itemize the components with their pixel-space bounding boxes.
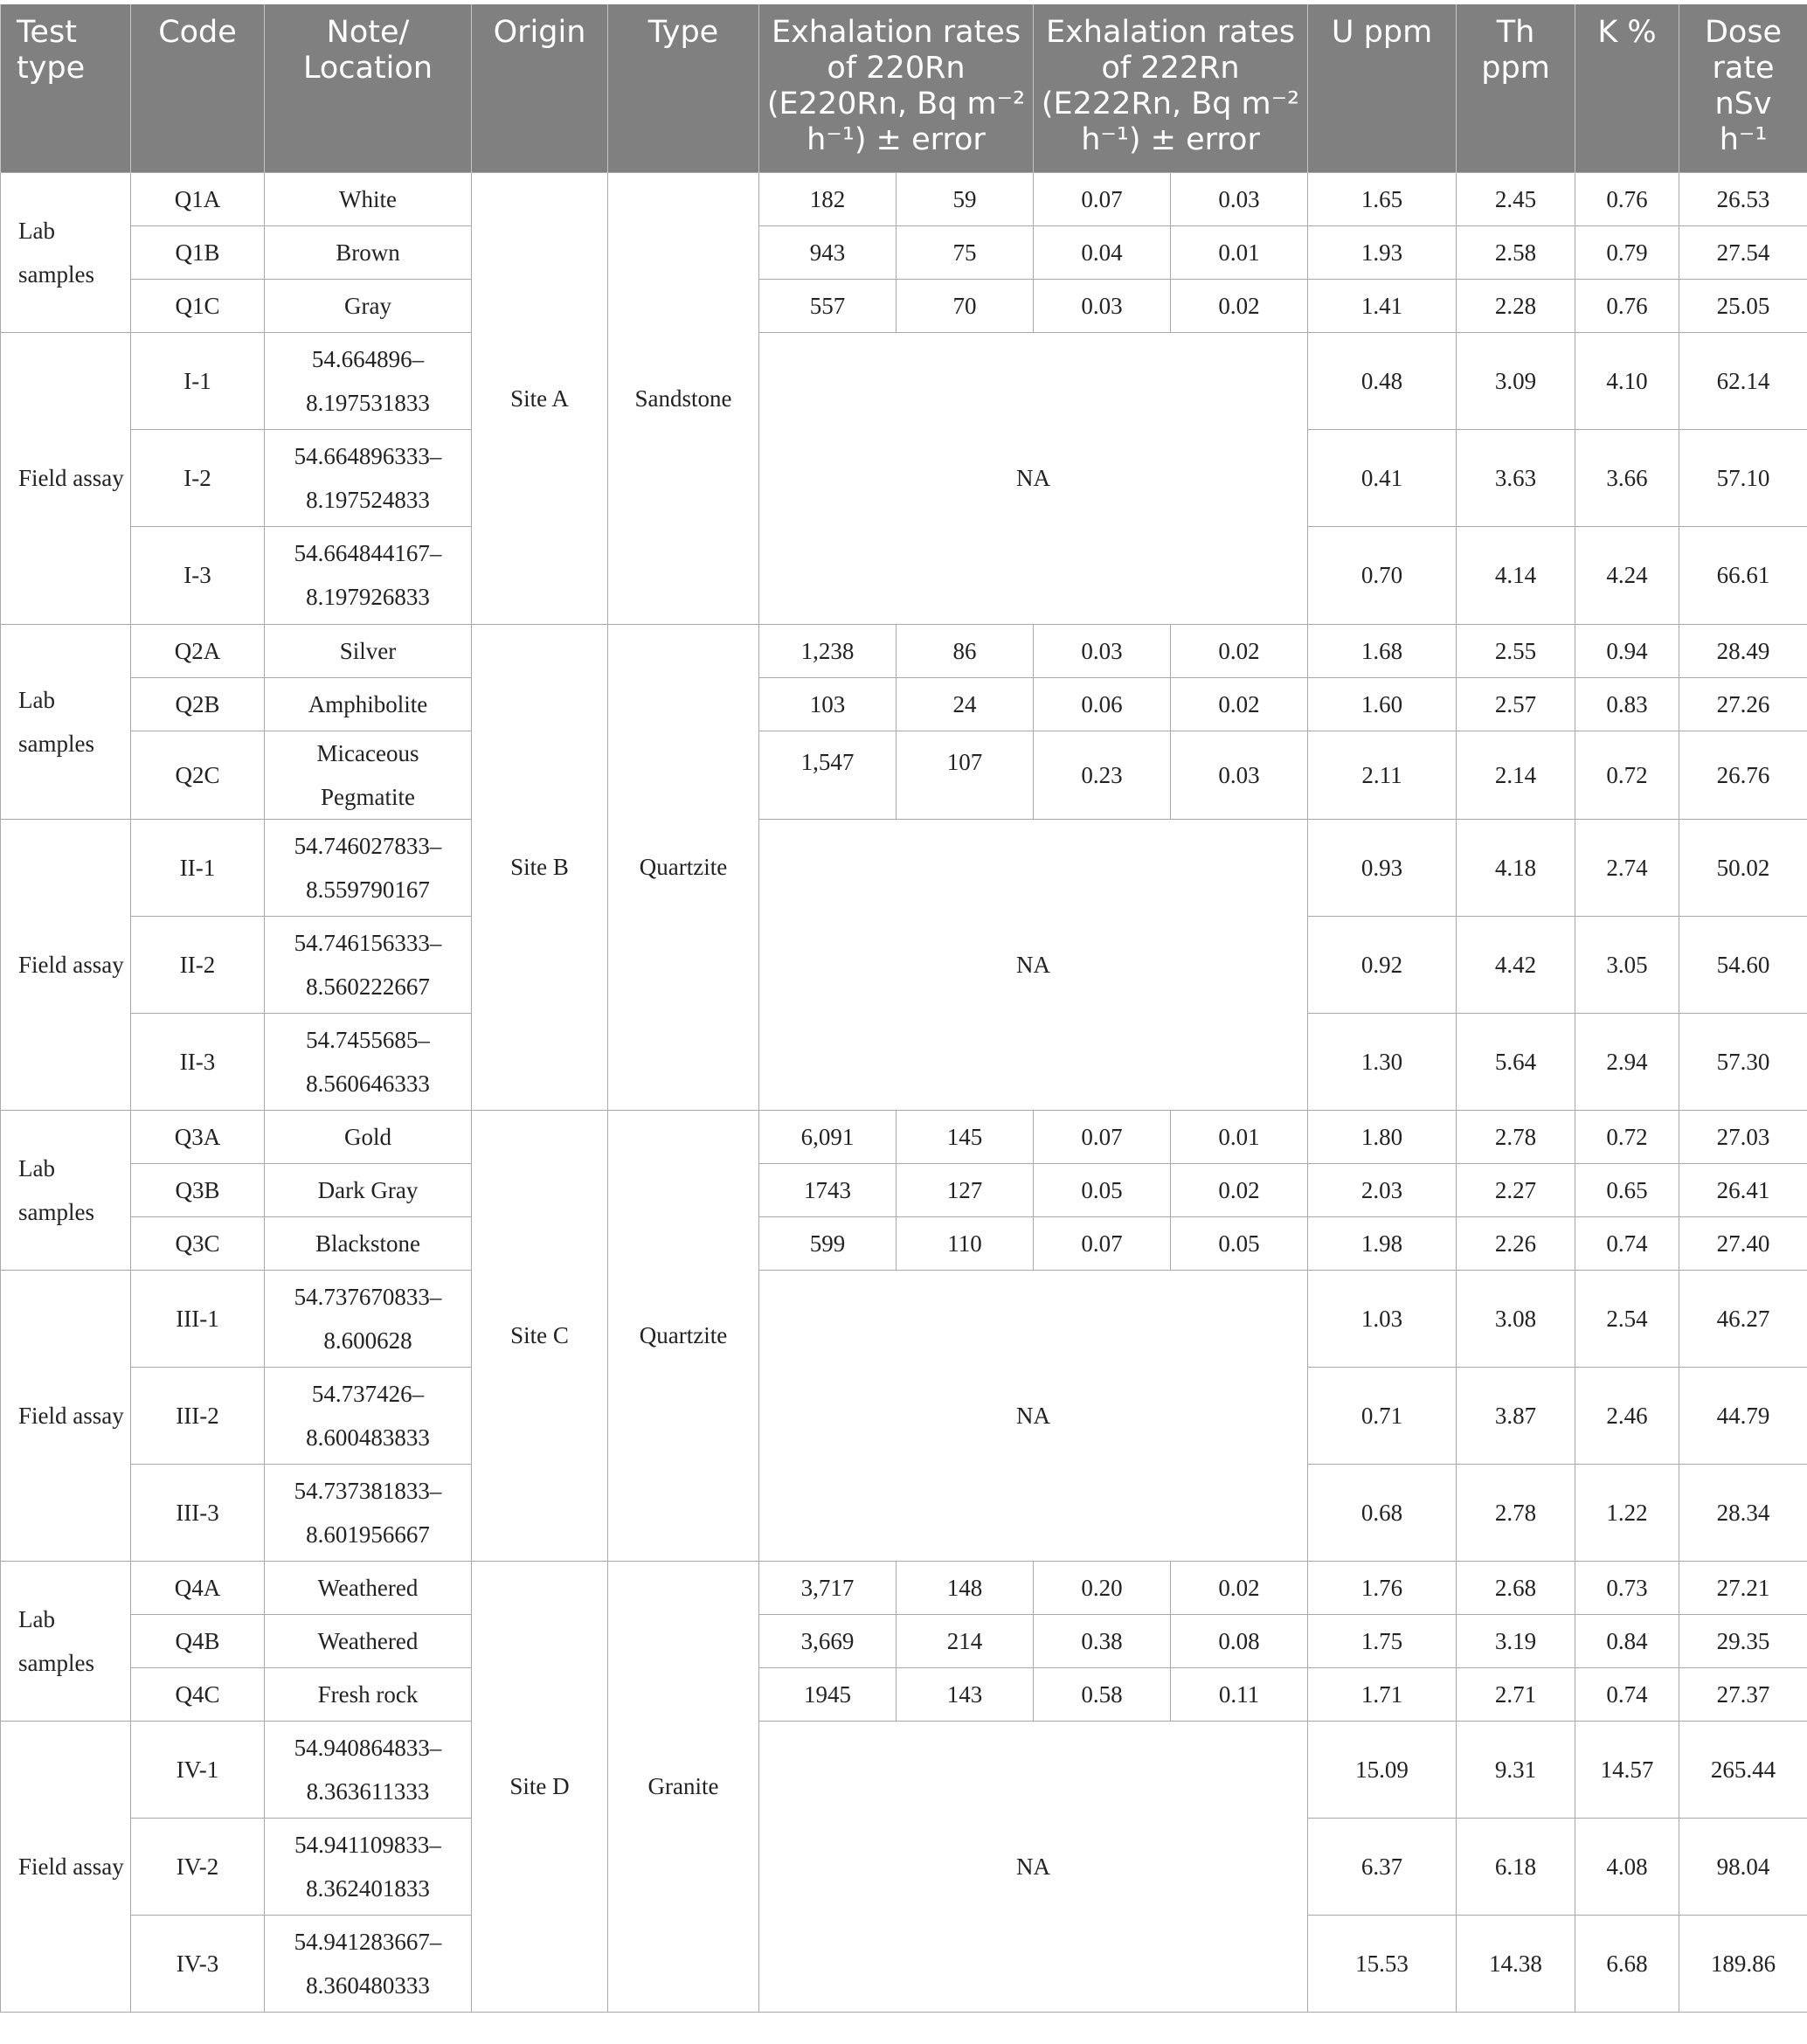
dose-rate-cell: 265.44 <box>1679 1721 1807 1818</box>
e222-error-cell: 0.03 <box>1171 731 1308 819</box>
code-cell: III-1 <box>131 1270 265 1367</box>
dose-rate-cell: 29.35 <box>1679 1614 1807 1667</box>
e222-value-cell: 0.07 <box>1034 1216 1171 1270</box>
e220-value-cell: 557 <box>759 279 897 332</box>
location-cell: 54.737670833– 8.600628 <box>265 1270 472 1367</box>
dose-rate-cell: 66.61 <box>1679 526 1807 624</box>
code-cell: Q1A <box>131 172 265 225</box>
th-ppm-cell: 2.27 <box>1457 1163 1575 1216</box>
dose-rate-cell: 98.04 <box>1679 1818 1807 1915</box>
location-cell: 54.664896333– 8.197524833 <box>265 429 472 526</box>
e222-value-cell: 0.06 <box>1034 677 1171 731</box>
e222-value-cell: 0.04 <box>1034 225 1171 279</box>
u-ppm-cell: 1.60 <box>1308 677 1457 731</box>
location-cell: 54.737426– 8.600483833 <box>265 1367 472 1464</box>
e222-value-cell: 0.38 <box>1034 1614 1171 1667</box>
table-row <box>1 1667 1807 1721</box>
th-ppm-cell: 2.58 <box>1457 225 1575 279</box>
test-type-cell: Field assay <box>1 332 131 624</box>
th-ppm-cell: 3.63 <box>1457 429 1575 526</box>
e220-value-cell: 3,669 <box>759 1614 897 1667</box>
code-cell: II-3 <box>131 1013 265 1110</box>
code-cell: Q4C <box>131 1667 265 1721</box>
e222-value-cell: 0.07 <box>1034 172 1171 225</box>
th-ppm-cell: 3.09 <box>1457 332 1575 429</box>
e220-value-cell: 1743 <box>759 1163 897 1216</box>
code-cell: IV-3 <box>131 1915 265 2012</box>
dose-rate-cell: 27.40 <box>1679 1216 1807 1270</box>
u-ppm-cell: 1.80 <box>1308 1110 1457 1163</box>
e220-value-cell: 3,717 <box>759 1561 897 1614</box>
e220-error-cell: 107 <box>897 731 1034 819</box>
code-cell: III-3 <box>131 1464 265 1561</box>
header-e222rn: Exhalation rates of 222Rn (E222Rn, Bq m⁻² h⁻¹) ± error <box>1034 4 1308 172</box>
note-cell: Silver <box>265 624 472 677</box>
k-percent-cell: 0.94 <box>1575 624 1679 677</box>
dose-rate-cell: 26.41 <box>1679 1163 1807 1216</box>
e222-value-cell: 0.07 <box>1034 1110 1171 1163</box>
dose-rate-cell: 27.54 <box>1679 225 1807 279</box>
th-ppm-cell: 4.14 <box>1457 526 1575 624</box>
dose-rate-cell: 28.49 <box>1679 624 1807 677</box>
header-origin: Origin <box>472 4 608 172</box>
origin-cell: Site C <box>472 1110 608 1561</box>
e222-error-cell: 0.02 <box>1171 624 1308 677</box>
e220-error-cell: 59 <box>897 172 1034 225</box>
th-ppm-cell: 2.57 <box>1457 677 1575 731</box>
e220-error-cell: 127 <box>897 1163 1034 1216</box>
origin-cell: Site D <box>472 1561 608 2012</box>
u-ppm-cell: 1.65 <box>1308 172 1457 225</box>
e222-error-cell: 0.03 <box>1171 172 1308 225</box>
u-ppm-cell: 2.03 <box>1308 1163 1457 1216</box>
test-type-cell: Lab samples <box>1 1561 131 1721</box>
u-ppm-cell: 1.98 <box>1308 1216 1457 1270</box>
code-cell: Q2A <box>131 624 265 677</box>
location-cell: 54.941283667– 8.360480333 <box>265 1915 472 2012</box>
k-percent-cell: 14.57 <box>1575 1721 1679 1818</box>
u-ppm-cell: 0.93 <box>1308 819 1457 916</box>
note-cell: Weathered <box>265 1561 472 1614</box>
e222-error-cell: 0.01 <box>1171 1110 1308 1163</box>
table-row <box>1 1270 1807 1367</box>
code-cell: III-2 <box>131 1367 265 1464</box>
table-row <box>1 677 1807 731</box>
u-ppm-cell: 15.53 <box>1308 1915 1457 2012</box>
u-ppm-cell: 0.70 <box>1308 526 1457 624</box>
e222-error-cell: 0.02 <box>1171 677 1308 731</box>
e222-error-cell: 0.02 <box>1171 1163 1308 1216</box>
th-ppm-cell: 14.38 <box>1457 1915 1575 2012</box>
note-cell: White <box>265 172 472 225</box>
dose-rate-cell: 189.86 <box>1679 1915 1807 2012</box>
th-ppm-cell: 2.55 <box>1457 624 1575 677</box>
header-th-ppm: Th ppm <box>1457 4 1575 172</box>
u-ppm-cell: 2.11 <box>1308 731 1457 819</box>
k-percent-cell: 0.76 <box>1575 279 1679 332</box>
location-cell: 54.746156333– 8.560222667 <box>265 916 472 1013</box>
note-cell: Gray <box>265 279 472 332</box>
note-cell: Weathered <box>265 1614 472 1667</box>
table-row <box>1 731 1807 819</box>
dose-rate-cell: 57.10 <box>1679 429 1807 526</box>
dose-rate-cell: 26.76 <box>1679 731 1807 819</box>
table-row <box>1 1216 1807 1270</box>
k-percent-cell: 2.46 <box>1575 1367 1679 1464</box>
type-cell: Sandstone <box>608 172 759 624</box>
e220-error-cell: 86 <box>897 624 1034 677</box>
th-ppm-cell: 2.14 <box>1457 731 1575 819</box>
u-ppm-cell: 0.68 <box>1308 1464 1457 1561</box>
e222-error-cell: 0.02 <box>1171 1561 1308 1614</box>
k-percent-cell: 0.65 <box>1575 1163 1679 1216</box>
dose-rate-cell: 46.27 <box>1679 1270 1807 1367</box>
code-cell: Q2C <box>131 731 265 819</box>
k-percent-cell: 0.79 <box>1575 225 1679 279</box>
table-row <box>1 1614 1807 1667</box>
u-ppm-cell: 1.03 <box>1308 1270 1457 1367</box>
test-type-cell: Field assay <box>1 819 131 1110</box>
u-ppm-cell: 1.76 <box>1308 1561 1457 1614</box>
e220-error-cell: 214 <box>897 1614 1034 1667</box>
dose-rate-cell: 44.79 <box>1679 1367 1807 1464</box>
k-percent-cell: 0.72 <box>1575 1110 1679 1163</box>
e220-error-cell: 148 <box>897 1561 1034 1614</box>
th-ppm-cell: 2.26 <box>1457 1216 1575 1270</box>
location-cell: 54.664844167– 8.197926833 <box>265 526 472 624</box>
dose-rate-cell: 27.37 <box>1679 1667 1807 1721</box>
k-percent-cell: 4.10 <box>1575 332 1679 429</box>
th-ppm-cell: 3.08 <box>1457 1270 1575 1367</box>
note-cell: Blackstone <box>265 1216 472 1270</box>
e220-error-cell: 75 <box>897 225 1034 279</box>
k-percent-cell: 0.73 <box>1575 1561 1679 1614</box>
table-row <box>1 225 1807 279</box>
e222-error-cell: 0.01 <box>1171 225 1308 279</box>
e220-value-cell: 599 <box>759 1216 897 1270</box>
th-ppm-cell: 2.78 <box>1457 1110 1575 1163</box>
e222-error-cell: 0.08 <box>1171 1614 1308 1667</box>
e222-error-cell: 0.05 <box>1171 1216 1308 1270</box>
header-e220rn: Exhalation rates of 220Rn (E220Rn, Bq m⁻² h⁻¹) ± error <box>759 4 1034 172</box>
table-row <box>1 1721 1807 1818</box>
test-type-cell: Lab samples <box>1 172 131 332</box>
u-ppm-cell: 0.71 <box>1308 1367 1457 1464</box>
th-ppm-cell: 5.64 <box>1457 1013 1575 1110</box>
na-cell: NA <box>759 1721 1308 2012</box>
code-cell: Q4B <box>131 1614 265 1667</box>
code-cell: Q3A <box>131 1110 265 1163</box>
e222-value-cell: 0.03 <box>1034 624 1171 677</box>
e222-error-cell: 0.11 <box>1171 1667 1308 1721</box>
table-row <box>1 1163 1807 1216</box>
dose-rate-cell: 27.03 <box>1679 1110 1807 1163</box>
u-ppm-cell: 1.71 <box>1308 1667 1457 1721</box>
note-cell: Amphibolite <box>265 677 472 731</box>
header-test-type: Test type <box>1 4 131 172</box>
e220-value-cell: 943 <box>759 225 897 279</box>
radon-exhalation-table <box>0 4 1807 2013</box>
e220-error-cell: 145 <box>897 1110 1034 1163</box>
th-ppm-cell: 2.68 <box>1457 1561 1575 1614</box>
code-cell: Q2B <box>131 677 265 731</box>
k-percent-cell: 0.76 <box>1575 172 1679 225</box>
u-ppm-cell: 1.75 <box>1308 1614 1457 1667</box>
e222-error-cell: 0.02 <box>1171 279 1308 332</box>
e220-value-cell: 182 <box>759 172 897 225</box>
k-percent-cell: 0.74 <box>1575 1216 1679 1270</box>
code-cell: I-2 <box>131 429 265 526</box>
test-type-cell: Lab samples <box>1 1110 131 1270</box>
e222-value-cell: 0.20 <box>1034 1561 1171 1614</box>
code-cell: IV-2 <box>131 1818 265 1915</box>
k-percent-cell: 0.83 <box>1575 677 1679 731</box>
k-percent-cell: 2.94 <box>1575 1013 1679 1110</box>
th-ppm-cell: 3.87 <box>1457 1367 1575 1464</box>
table-header <box>1 4 1807 172</box>
e222-value-cell: 0.23 <box>1034 731 1171 819</box>
code-cell: IV-1 <box>131 1721 265 1818</box>
dose-rate-cell: 25.05 <box>1679 279 1807 332</box>
k-percent-cell: 0.84 <box>1575 1614 1679 1667</box>
location-cell: 54.664896– 8.197531833 <box>265 332 472 429</box>
th-ppm-cell: 6.18 <box>1457 1818 1575 1915</box>
location-cell: 54.746027833– 8.559790167 <box>265 819 472 916</box>
note-cell: Brown <box>265 225 472 279</box>
code-cell: I-1 <box>131 332 265 429</box>
dose-rate-cell: 27.26 <box>1679 677 1807 731</box>
table-row <box>1 1110 1807 1163</box>
e220-error-cell: 70 <box>897 279 1034 332</box>
u-ppm-cell: 6.37 <box>1308 1818 1457 1915</box>
note-cell: Micaceous Pegmatite <box>265 731 472 819</box>
e220-error-cell: 110 <box>897 1216 1034 1270</box>
e220-value-cell: 1945 <box>759 1667 897 1721</box>
header-note-location: Note/ Location <box>265 4 472 172</box>
note-cell: Dark Gray <box>265 1163 472 1216</box>
location-cell: 54.940864833– 8.363611333 <box>265 1721 472 1818</box>
code-cell: Q3B <box>131 1163 265 1216</box>
note-cell: Gold <box>265 1110 472 1163</box>
u-ppm-cell: 1.68 <box>1308 624 1457 677</box>
e220-value-cell: 103 <box>759 677 897 731</box>
u-ppm-cell: 0.92 <box>1308 916 1457 1013</box>
code-cell: II-1 <box>131 819 265 916</box>
e220-error-cell: 143 <box>897 1667 1034 1721</box>
th-ppm-cell: 4.42 <box>1457 916 1575 1013</box>
e222-value-cell: 0.05 <box>1034 1163 1171 1216</box>
u-ppm-cell: 0.41 <box>1308 429 1457 526</box>
u-ppm-cell: 1.41 <box>1308 279 1457 332</box>
th-ppm-cell: 9.31 <box>1457 1721 1575 1818</box>
k-percent-cell: 0.74 <box>1575 1667 1679 1721</box>
e220-value-cell: 6,091 <box>759 1110 897 1163</box>
table-body <box>1 172 1807 2012</box>
type-cell: Quartzite <box>608 1110 759 1561</box>
k-percent-cell: 1.22 <box>1575 1464 1679 1561</box>
table-row <box>1 624 1807 677</box>
e222-value-cell: 0.58 <box>1034 1667 1171 1721</box>
dose-rate-cell: 50.02 <box>1679 819 1807 916</box>
k-percent-cell: 4.24 <box>1575 526 1679 624</box>
header-k-percent: K % <box>1575 4 1679 172</box>
th-ppm-cell: 3.19 <box>1457 1614 1575 1667</box>
header-type: Type <box>608 4 759 172</box>
k-percent-cell: 4.08 <box>1575 1818 1679 1915</box>
table-row <box>1 1561 1807 1614</box>
dose-rate-cell: 28.34 <box>1679 1464 1807 1561</box>
code-cell: Q4A <box>131 1561 265 1614</box>
u-ppm-cell: 1.30 <box>1308 1013 1457 1110</box>
test-type-cell: Field assay <box>1 1721 131 2012</box>
k-percent-cell: 0.72 <box>1575 731 1679 819</box>
header-code: Code <box>131 4 265 172</box>
th-ppm-cell: 2.28 <box>1457 279 1575 332</box>
dose-rate-cell: 26.53 <box>1679 172 1807 225</box>
test-type-cell: Lab samples <box>1 624 131 819</box>
th-ppm-cell: 2.78 <box>1457 1464 1575 1561</box>
table-row <box>1 332 1807 429</box>
type-cell: Quartzite <box>608 624 759 1110</box>
header-u-ppm: U ppm <box>1308 4 1457 172</box>
code-cell: II-2 <box>131 916 265 1013</box>
table-row <box>1 279 1807 332</box>
type-cell: Granite <box>608 1561 759 2012</box>
na-cell: NA <box>759 332 1308 624</box>
code-cell: I-3 <box>131 526 265 624</box>
dose-rate-cell: 62.14 <box>1679 332 1807 429</box>
e220-value-cell: 1,547 <box>759 731 897 819</box>
header-dose-rate: Dose rate nSv h⁻¹ <box>1679 4 1807 172</box>
na-cell: NA <box>759 819 1308 1110</box>
test-type-cell: Field assay <box>1 1270 131 1561</box>
e220-error-cell: 24 <box>897 677 1034 731</box>
origin-cell: Site A <box>472 172 608 624</box>
k-percent-cell: 6.68 <box>1575 1915 1679 2012</box>
table-row <box>1 819 1807 916</box>
dose-rate-cell: 57.30 <box>1679 1013 1807 1110</box>
location-cell: 54.7455685– 8.560646333 <box>265 1013 472 1110</box>
th-ppm-cell: 2.45 <box>1457 172 1575 225</box>
th-ppm-cell: 2.71 <box>1457 1667 1575 1721</box>
u-ppm-cell: 1.93 <box>1308 225 1457 279</box>
k-percent-cell: 3.66 <box>1575 429 1679 526</box>
k-percent-cell: 3.05 <box>1575 916 1679 1013</box>
u-ppm-cell: 15.09 <box>1308 1721 1457 1818</box>
origin-cell: Site B <box>472 624 608 1110</box>
k-percent-cell: 2.54 <box>1575 1270 1679 1367</box>
dose-rate-cell: 54.60 <box>1679 916 1807 1013</box>
na-cell: NA <box>759 1270 1308 1561</box>
u-ppm-cell: 0.48 <box>1308 332 1457 429</box>
code-cell: Q1B <box>131 225 265 279</box>
note-cell: Fresh rock <box>265 1667 472 1721</box>
location-cell: 54.737381833– 8.601956667 <box>265 1464 472 1561</box>
code-cell: Q3C <box>131 1216 265 1270</box>
e220-value-cell: 1,238 <box>759 624 897 677</box>
dose-rate-cell: 27.21 <box>1679 1561 1807 1614</box>
table-row <box>1 172 1807 225</box>
e222-value-cell: 0.03 <box>1034 279 1171 332</box>
th-ppm-cell: 4.18 <box>1457 819 1575 916</box>
code-cell: Q1C <box>131 279 265 332</box>
location-cell: 54.941109833– 8.362401833 <box>265 1818 472 1915</box>
k-percent-cell: 2.74 <box>1575 819 1679 916</box>
